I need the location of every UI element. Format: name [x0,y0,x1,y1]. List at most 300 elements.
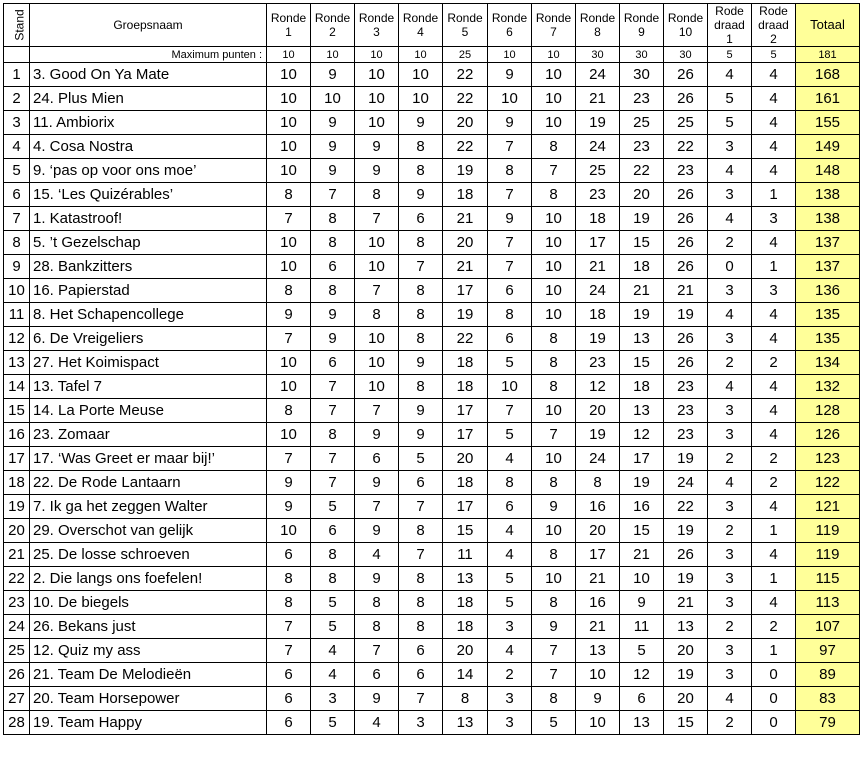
score-cell: 22 [443,87,488,111]
round-header-line: 9 [638,25,645,39]
score-cell: 10 [267,231,311,255]
score-cell: 6 [620,687,664,711]
round-header-line: Ronde [314,11,351,25]
maximum-value: 5 [752,47,796,63]
round-header-line: Ronde [667,11,704,25]
score-cell: 7 [532,159,576,183]
score-cell: 8 [532,351,576,375]
score-cell: 7 [355,207,399,231]
score-cell: 10 [355,111,399,135]
stand-cell: 12 [4,327,30,351]
group-name-cell: 11. Ambiorix [30,111,267,135]
score-cell: 9 [355,423,399,447]
score-cell: 10 [311,87,355,111]
maximum-value: 10 [267,47,311,63]
score-cell: 9 [532,495,576,519]
score-cell: 10 [267,351,311,375]
score-cell: 15 [620,519,664,543]
score-cell: 9 [488,207,532,231]
score-cell: 7 [267,615,311,639]
score-cell: 2 [752,351,796,375]
table-row [4,471,860,495]
round-header-2 [311,4,355,47]
score-cell: 13 [620,327,664,351]
score-table [3,3,860,735]
score-cell: 9 [267,495,311,519]
score-cell: 20 [576,399,620,423]
score-cell: 24 [664,471,708,495]
round-header-8 [576,4,620,47]
totaal-cell: 79 [796,711,860,735]
round-header-line: 2 [770,32,777,46]
totaal-cell: 161 [796,87,860,111]
totaal-cell: 135 [796,303,860,327]
round-header-line: draad [714,18,745,32]
score-cell: 21 [620,279,664,303]
score-cell: 21 [576,87,620,111]
score-cell: 10 [355,255,399,279]
table-row [4,111,860,135]
maximum-value: 10 [488,47,532,63]
table-row [4,591,860,615]
score-cell: 26 [664,351,708,375]
totaal-cell: 135 [796,327,860,351]
score-cell: 2 [752,615,796,639]
round-header-line: 7 [550,25,557,39]
score-cell: 18 [443,351,488,375]
score-cell: 14 [443,663,488,687]
score-cell: 22 [443,135,488,159]
score-cell: 19 [576,327,620,351]
score-cell: 10 [267,63,311,87]
score-cell: 9 [620,591,664,615]
stand-cell: 2 [4,87,30,111]
score-cell: 9 [532,615,576,639]
round-header-line: Ronde [491,11,528,25]
score-cell: 5 [488,591,532,615]
group-name-cell: 8. Het Schapencollege [30,303,267,327]
totaal-cell: 138 [796,183,860,207]
stand-cell: 22 [4,567,30,591]
stand-cell: 27 [4,687,30,711]
score-cell: 17 [443,423,488,447]
totaal-cell: 136 [796,279,860,303]
score-cell: 1 [752,519,796,543]
score-cell: 5 [708,87,752,111]
score-cell: 10 [399,63,443,87]
score-cell: 10 [355,231,399,255]
totaal-cell: 168 [796,63,860,87]
round-header-line: Ronde [270,11,307,25]
round-header-line: 4 [417,25,424,39]
round-header-5 [443,4,488,47]
score-cell: 19 [664,303,708,327]
group-name-cell: 20. Team Horsepower [30,687,267,711]
stand-header-label: Stand [12,9,27,41]
table-row [4,423,860,447]
score-cell: 3 [708,135,752,159]
score-cell: 3 [708,423,752,447]
table-row [4,279,860,303]
score-cell: 9 [488,111,532,135]
score-cell: 7 [488,231,532,255]
score-cell: 20 [443,111,488,135]
score-cell: 10 [532,303,576,327]
score-cell: 8 [399,591,443,615]
score-cell: 26 [664,183,708,207]
score-cell: 21 [443,207,488,231]
stand-cell: 21 [4,543,30,567]
score-cell: 8 [399,375,443,399]
score-cell: 10 [532,567,576,591]
score-cell: 8 [532,471,576,495]
score-cell: 12 [620,663,664,687]
score-cell: 4 [488,639,532,663]
score-cell: 7 [267,447,311,471]
score-cell: 10 [267,255,311,279]
score-cell: 9 [399,399,443,423]
score-cell: 20 [664,639,708,663]
score-cell: 7 [355,495,399,519]
score-cell: 9 [576,687,620,711]
score-cell: 17 [576,543,620,567]
table-row [4,663,860,687]
table-row [4,567,860,591]
stand-header [4,4,30,47]
score-cell: 8 [399,159,443,183]
maximum-value: 10 [399,47,443,63]
totaal-cell: 132 [796,375,860,399]
score-cell: 21 [664,279,708,303]
score-cell: 6 [311,351,355,375]
score-cell: 5 [488,423,532,447]
score-cell: 6 [488,327,532,351]
score-cell: 3 [488,687,532,711]
score-cell: 19 [443,159,488,183]
score-cell: 24 [576,63,620,87]
score-cell: 4 [311,663,355,687]
round-header-line: 3 [373,25,380,39]
score-cell: 10 [355,327,399,351]
score-cell: 4 [708,471,752,495]
score-cell: 26 [664,231,708,255]
maximum-value: 30 [620,47,664,63]
score-cell: 15 [620,351,664,375]
score-cell: 8 [399,279,443,303]
score-cell: 19 [664,567,708,591]
score-cell: 17 [443,495,488,519]
stand-cell: 6 [4,183,30,207]
score-cell: 2 [752,447,796,471]
score-cell: 8 [399,519,443,543]
score-cell: 6 [399,639,443,663]
stand-cell: 5 [4,159,30,183]
score-cell: 8 [399,231,443,255]
score-cell: 0 [708,255,752,279]
score-cell: 4 [488,543,532,567]
round-header-line: 1 [726,32,733,46]
score-cell: 10 [267,159,311,183]
table-row [4,159,860,183]
score-cell: 4 [708,159,752,183]
round-header-9 [620,4,664,47]
stand-cell: 15 [4,399,30,423]
totaal-cell: 137 [796,231,860,255]
score-cell: 6 [311,519,355,543]
score-cell: 6 [355,447,399,471]
score-cell: 4 [355,711,399,735]
score-cell: 2 [708,711,752,735]
table-row [4,327,860,351]
round-header-6 [488,4,532,47]
score-cell: 8 [532,687,576,711]
stand-cell: 4 [4,135,30,159]
round-header-line: 2 [329,25,336,39]
stand-cell: 8 [4,231,30,255]
score-cell: 4 [708,207,752,231]
score-cell: 12 [576,375,620,399]
totaal-cell: 115 [796,567,860,591]
table-row [4,135,860,159]
score-cell: 4 [752,591,796,615]
totaal-cell: 134 [796,351,860,375]
score-cell: 2 [708,351,752,375]
score-cell: 10 [267,135,311,159]
stand-cell: 20 [4,519,30,543]
score-cell: 23 [620,87,664,111]
score-cell: 7 [311,471,355,495]
score-cell: 13 [576,639,620,663]
table-row [4,711,860,735]
score-cell: 9 [355,567,399,591]
round-header-line: Rode [715,4,744,18]
score-cell: 6 [311,255,355,279]
score-cell: 10 [532,207,576,231]
stand-cell: 28 [4,711,30,735]
score-cell: 7 [399,687,443,711]
score-cell: 10 [532,87,576,111]
group-name-cell: 25. De losse schroeven [30,543,267,567]
round-header-line: Rode [759,4,788,18]
score-cell: 8 [267,567,311,591]
score-cell: 8 [311,207,355,231]
score-cell: 4 [355,543,399,567]
score-cell: 10 [620,567,664,591]
score-cell: 22 [664,135,708,159]
group-name-cell: 19. Team Happy [30,711,267,735]
score-cell: 4 [752,231,796,255]
score-cell: 8 [443,687,488,711]
table-row [4,183,860,207]
score-cell: 9 [399,111,443,135]
totaal-cell: 148 [796,159,860,183]
round-header-line: Ronde [358,11,395,25]
score-cell: 9 [311,63,355,87]
round-header-line: draad [758,18,789,32]
score-cell: 18 [443,183,488,207]
score-cell: 26 [664,207,708,231]
score-cell: 9 [311,327,355,351]
maximum-row [4,47,860,63]
score-cell: 6 [355,663,399,687]
score-cell: 22 [443,327,488,351]
score-cell: 7 [355,399,399,423]
table-row [4,351,860,375]
score-cell: 19 [576,423,620,447]
score-cell: 13 [443,711,488,735]
score-cell: 8 [532,135,576,159]
score-cell: 22 [443,63,488,87]
score-cell: 8 [399,135,443,159]
score-cell: 23 [664,399,708,423]
score-cell: 8 [576,471,620,495]
score-cell: 1 [752,567,796,591]
score-cell: 15 [664,711,708,735]
score-cell: 4 [752,327,796,351]
maximum-stand-cell [4,47,30,63]
totaal-cell: 126 [796,423,860,447]
score-cell: 19 [443,303,488,327]
totaal-cell: 138 [796,207,860,231]
score-cell: 1 [752,639,796,663]
score-cell: 19 [620,471,664,495]
score-cell: 10 [355,351,399,375]
score-cell: 7 [267,327,311,351]
score-cell: 10 [532,111,576,135]
score-cell: 2 [752,471,796,495]
score-cell: 8 [267,183,311,207]
score-cell: 1 [752,255,796,279]
score-cell: 7 [311,447,355,471]
groepsnaam-header: Groepsnaam [30,4,267,47]
table-row [4,543,860,567]
score-cell: 23 [664,375,708,399]
score-cell: 4 [708,63,752,87]
score-cell: 20 [664,687,708,711]
score-cell: 16 [576,495,620,519]
score-cell: 8 [532,183,576,207]
maximum-value: 10 [355,47,399,63]
score-cell: 6 [267,687,311,711]
score-cell: 22 [664,495,708,519]
score-cell: 6 [399,471,443,495]
score-cell: 20 [443,639,488,663]
score-cell: 3 [399,711,443,735]
table-row [4,375,860,399]
score-cell: 17 [443,399,488,423]
score-cell: 25 [664,111,708,135]
score-cell: 17 [620,447,664,471]
score-cell: 4 [752,495,796,519]
score-cell: 8 [311,567,355,591]
score-cell: 3 [708,327,752,351]
score-cell: 9 [355,135,399,159]
group-name-cell: 7. Ik ga het zeggen Walter [30,495,267,519]
stand-cell: 23 [4,591,30,615]
score-cell: 7 [488,399,532,423]
score-cell: 7 [399,255,443,279]
score-cell: 17 [576,231,620,255]
round-header-line: Ronde [402,11,439,25]
totaal-cell: 83 [796,687,860,711]
maximum-value: 25 [443,47,488,63]
round-header-11 [708,4,752,47]
score-cell: 3 [708,567,752,591]
round-header-7 [532,4,576,47]
table-row [4,447,860,471]
stand-cell: 24 [4,615,30,639]
stand-cell: 19 [4,495,30,519]
totaal-cell: 128 [796,399,860,423]
score-cell: 3 [708,639,752,663]
round-header-1 [267,4,311,47]
score-cell: 4 [752,87,796,111]
score-cell: 7 [311,375,355,399]
score-cell: 4 [752,375,796,399]
score-cell: 18 [443,375,488,399]
score-cell: 5 [399,447,443,471]
score-cell: 0 [752,663,796,687]
score-cell: 26 [664,63,708,87]
score-cell: 7 [311,183,355,207]
score-cell: 20 [443,447,488,471]
score-cell: 19 [664,519,708,543]
table-row [4,255,860,279]
score-cell: 10 [532,231,576,255]
score-cell: 8 [267,399,311,423]
totaal-cell: 89 [796,663,860,687]
score-cell: 26 [664,543,708,567]
totaal-cell: 119 [796,519,860,543]
score-cell: 2 [708,615,752,639]
group-name-cell: 6. De Vreigeliers [30,327,267,351]
score-cell: 21 [664,591,708,615]
table-row [4,231,860,255]
score-cell: 23 [664,159,708,183]
score-cell: 10 [355,375,399,399]
score-cell: 19 [664,447,708,471]
score-cell: 8 [267,591,311,615]
score-cell: 5 [311,591,355,615]
stand-cell: 26 [4,663,30,687]
score-cell: 9 [488,63,532,87]
totaal-cell: 123 [796,447,860,471]
score-cell: 5 [311,495,355,519]
score-cell: 2 [708,447,752,471]
score-cell: 6 [267,663,311,687]
score-cell: 3 [752,207,796,231]
score-cell: 3 [708,543,752,567]
score-cell: 9 [311,159,355,183]
score-cell: 6 [488,495,532,519]
score-cell: 8 [355,615,399,639]
maximum-value: 30 [576,47,620,63]
score-cell: 10 [355,87,399,111]
group-name-cell: 21. Team De Melodieën [30,663,267,687]
table-row [4,399,860,423]
score-cell: 10 [532,399,576,423]
round-header-12 [752,4,796,47]
score-cell: 2 [488,663,532,687]
round-header-line: 8 [594,25,601,39]
score-cell: 10 [267,423,311,447]
table-row [4,687,860,711]
score-cell: 7 [488,255,532,279]
totaal-cell: 113 [796,591,860,615]
score-cell: 21 [576,615,620,639]
score-cell: 9 [267,471,311,495]
score-cell: 5 [488,351,532,375]
